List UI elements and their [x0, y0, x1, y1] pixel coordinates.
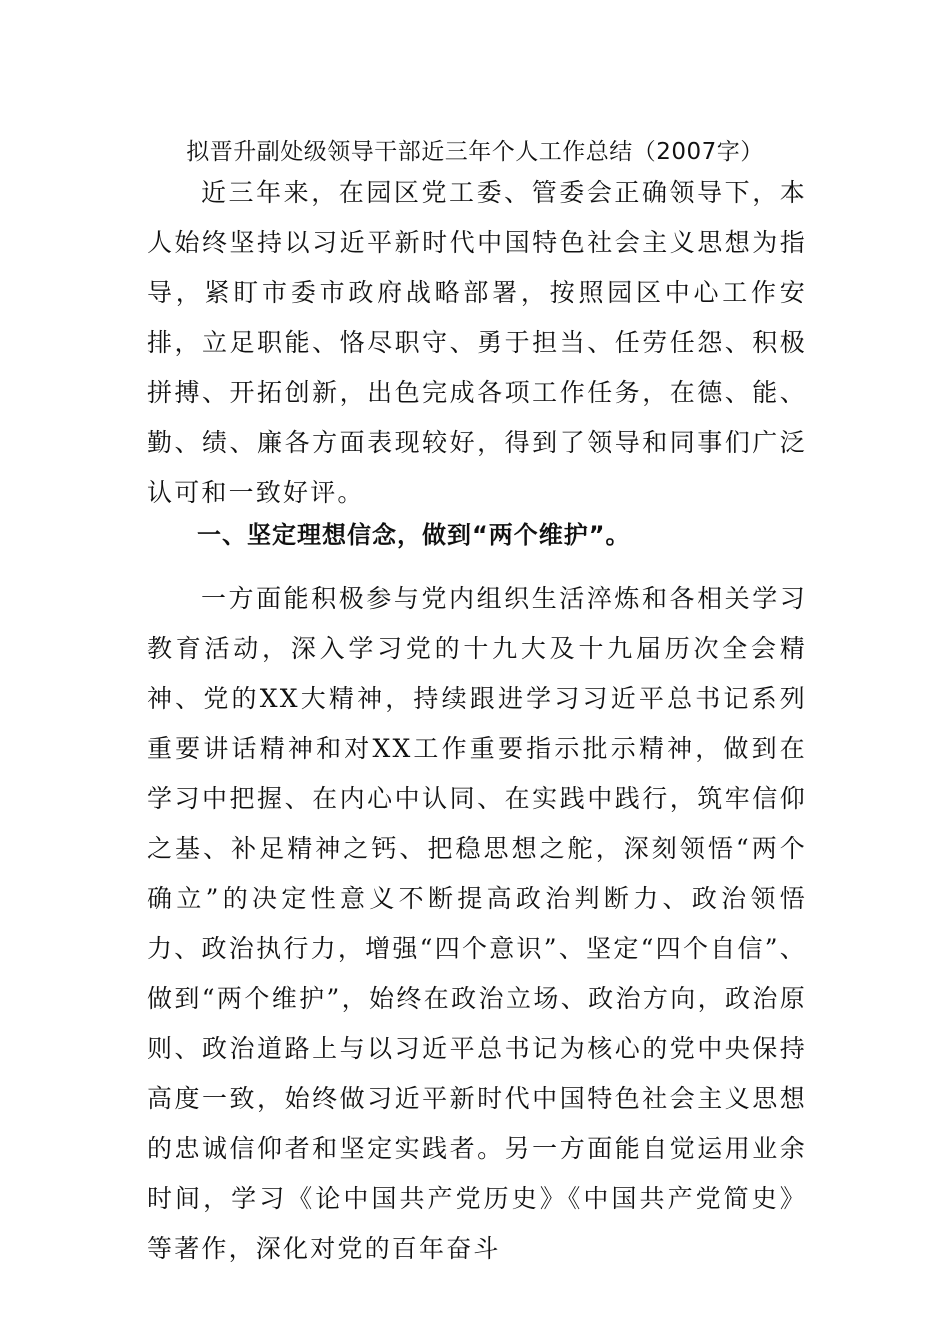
- section-1-body: 一方面能积极参与党内组织生活淬炼和各相关学习教育活动，深入学习党的十九大及十九届历次全会精神、党的XX大精神，持续跟进学习习近平总书记系列重要讲话精神和对XX工作重要指示批示精神，做到在学习中把握、在内心中认同、在实践中践行，筑牢信仰之基、补足精神之钙、把稳思想之舵，深刻领悟“两个确立”的决定性意义不断提高政治判断力、政治领悟力、政治执行力，增强“四个意识”、坚定“四个自信”、做到“两个维护”，始终在政治立场、政治方向，政治原则、政治道路上与以习近平总书记为核心的党中央保持高度一致，始终做习近平新时代中国特色社会主义思想的忠诚信仰者和坚定实践者。另一方面能自觉运用业余时间，学习《论中国共产党历史》《中国共产党简史》等著作，深化对党的百年奋斗: [147, 584, 807, 1263]
- section-1-heading: 一、坚定理想信念，做到“两个维护”。: [197, 521, 631, 549]
- intro-paragraph: 近三年来，在园区党工委、管委会正确领导下，本人始终坚持以习近平新时代中国特色社会主义思想为指导，紧盯市委市政府战略部署，按照园区中心工作安排，立足职能、恪尽职守、勇于担当、任劳任怨、积极拼搏、开拓创新，出色完成各项工作任务，在德、能、勤、绩、廉各方面表现较好，得到了领导和同事们广泛认可和一致好评。: [147, 178, 807, 507]
- document-title: 拟晋升副处级领导干部近三年个人工作总结（2007字）: [186, 139, 764, 165]
